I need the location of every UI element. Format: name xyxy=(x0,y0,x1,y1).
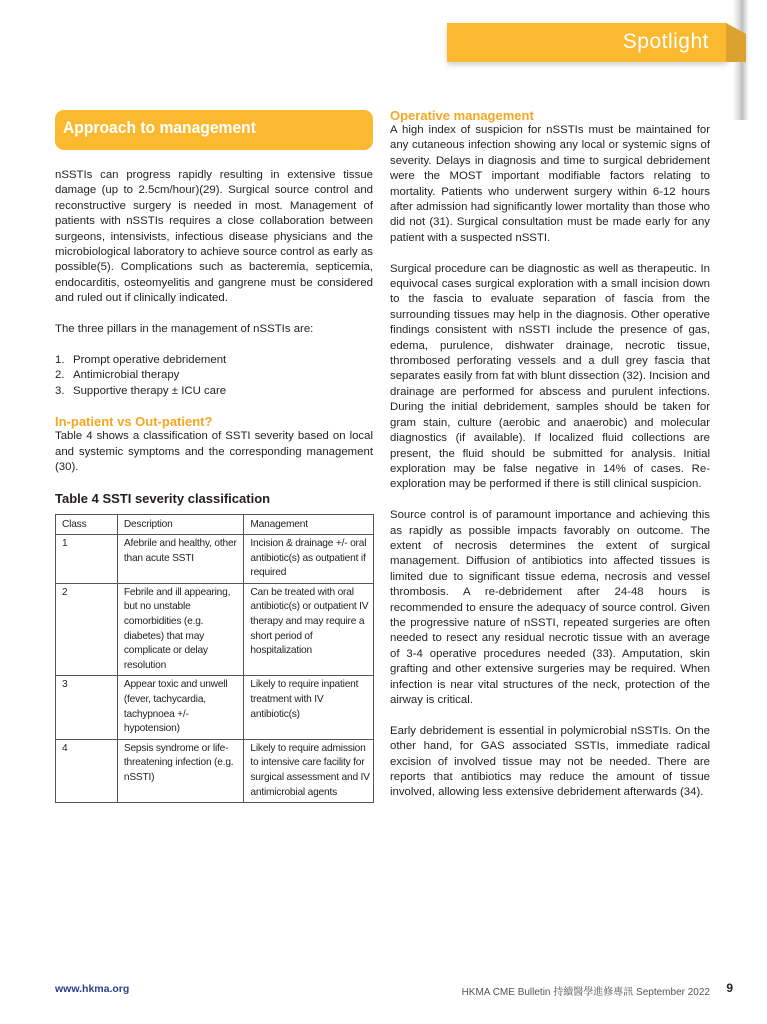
pillar-item: 1. Prompt operative debridement xyxy=(55,353,227,366)
intro-paragraph: nSSTIs can progress rapidly resulting in extensive tissue damage (up to 2.5cm/hour)(29). Surgical source control and reconstructive surgery is needed in most. Management of patients with nSSTIs requires a close collaboration between surgeons, intensivists, infectious disease physicians and the microbiological laboratory to achieve source control as early as possible(5). Complications such as bacteremia, septicemia, endocarditis, osteomyelitis and gangrene must be considered and ruled out if clinically indicated. xyxy=(55,169,373,305)
table-row: 1 Afebrile and healthy, other than acute SSTI Incision & drainage +/- oral antibiotic(s) as outpatient if required xyxy=(56,535,374,584)
table-intro: Table 4 shows a classification of SSTI severity based on local and systemic symptoms and the corresponding management (30). xyxy=(55,430,373,474)
table-header-row: Class Description Management xyxy=(56,515,374,535)
operative-subhead: Operative management xyxy=(390,108,534,123)
right-column xyxy=(390,108,710,816)
section-header xyxy=(55,110,373,150)
body-paragraph: A high index of suspicion for nSSTIs must be maintained for any cutaneous infection showing any local or systemic signs of severity. Delays in diagnosis and time to surgical debridement were the MOST important modifiable factors relating to mortality. Patients who underwent surgery within 6-12 hours after admission had significantly lower mortality than those who did not (31). Surgical consultation must be made early for any patient with a suspected nSSTI. xyxy=(390,124,710,244)
body-paragraph: Surgical procedure can be diagnostic as well as therapeutic. In equivocal cases surgical exploration with a small incision down to the fascia to evaluate separation of fascia from the surrounding tissues may help in the diagnosis. Other operative findings consistent with nSSTI include the presence of gas, edema, purulence, dishwater drainage, necrotic tissue, thrombosed perforating vessels and a dull grey fascia that separates easily from fat with blunt dissection (32). Incision and drainage are performed for abscess and purulent infections. During the initial debridement, samples should be taken for gram stain, culture (aerobic and anaerobic) and molecular diagnostics (if available). If localized fluid collections are present, the fluid should be submitted for analysis. Initial exploration may be false negative in 14% of cases. Re-exploration may be performed if there is still clinical suspicion. xyxy=(390,262,710,491)
inpatient-subhead: In-patient vs Out-patient? xyxy=(55,414,213,430)
pillar-item: 3. Supportive therapy ± ICU care xyxy=(55,384,227,397)
spotlight-label: Spotlight xyxy=(622,30,709,53)
severity-table xyxy=(55,514,374,803)
table-row: 4 Sepsis syndrome or life-threatening infection (e.g. nSSTI) Likely to require admission to intensive care facility for surgical assessment and IV antimicrobial agents xyxy=(56,739,374,802)
body-paragraph: Early debridement is essential in polymicrobial nSSTIs. On the other hand, for GAS associated SSTIs, immediate radical excision of involved tissue may not be needed. There are reports that antibiotics may reduce the amount of tissue involved, allowing less extensive debridement afterwards (34). xyxy=(390,724,710,799)
body-paragraph: Source control is of paramount importance and achieving this as rapidly as possible impacts favorably on outcome. The extent of necrosis determines the extent of surgical management. Diffusion of antibiotics into affected tissues is limited due to significant tissue edema, necrosis and vessel thrombosis. A re-debridement after 24-48 hours is recommended to ensure the adequacy of source control. Given the progressive nature of nSSTI, repeated surgeries are often needed to resect any residual necrotic tissue with an average of 3-4 operative procedures needed (33). Amputation, skin grafting and other extensive surgeries may be required. When infection is near vital structures of the neck, protection of the airway is critical. xyxy=(390,509,710,706)
pillar-item: 2. Antimicrobial therapy xyxy=(55,369,180,382)
table-row: 2 Febrile and ill appearing, but no unstable comorbidities (e.g. diabetes) that may complicate or delay resolution Can be treated with oral antibiotic(s) or outpatient IV therapy and may require a short period of hospitalization xyxy=(56,583,374,676)
pillars-lead: The three pillars in the management of nSSTIs are: xyxy=(55,323,314,336)
pillars-list xyxy=(55,353,373,399)
section-title: Approach to management xyxy=(63,118,256,137)
left-column xyxy=(55,168,373,803)
footer-website-link[interactable]: www.hkma.org xyxy=(55,983,130,995)
footer-publication: HKMA CME Bulletin 持續醫學進修專訊 September 2022 xyxy=(461,987,710,998)
page-number: 9 xyxy=(726,981,733,995)
table-row: 3 Appear toxic and unwell (fever, tachycardia, tachypnoea +/- hypotension) Likely to require inpatient treatment with IV antibiotic(s) xyxy=(56,676,374,739)
table-title: Table 4 SSTI severity classification xyxy=(55,491,271,507)
spotlight-banner xyxy=(447,23,727,62)
